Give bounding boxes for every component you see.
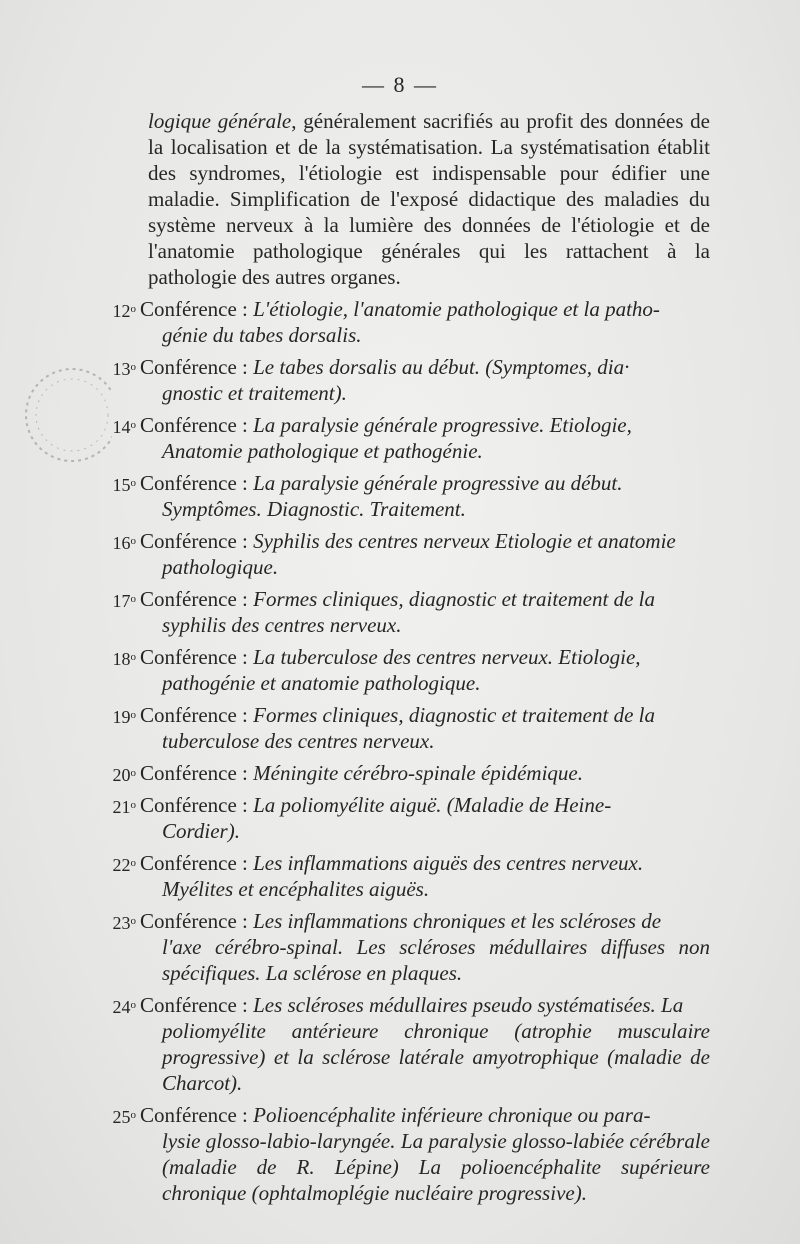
- conference-title-continued: génie du tabes dorsalis.: [162, 323, 362, 347]
- conference-number: 17$^o$: [112, 591, 136, 611]
- conference-title-continued: poliomyélite antérieure chronique (atrophie musculaire progressive) et la sclérose latérale amyotrophique (maladie de Charcot).: [162, 1019, 710, 1095]
- conference-entry: [112, 296, 710, 348]
- conference-title-continued: tuberculose des centres nerveux.: [162, 729, 435, 753]
- conference-entry: [112, 1102, 710, 1206]
- conference-label: Conférence :: [140, 851, 254, 875]
- conference-entry: [112, 586, 710, 638]
- conference-title: Les scléroses médullaires pseudo systématisées. La: [253, 993, 684, 1017]
- conference-label: Conférence :: [140, 761, 254, 785]
- conference-number: 18$^o$: [112, 649, 136, 669]
- conference-label: Conférence :: [140, 793, 254, 817]
- conference-entry: [112, 702, 710, 754]
- conference-entry: [112, 644, 710, 696]
- conference-title: La poliomyélite aiguë. (Maladie de Heine-: [253, 793, 612, 817]
- conference-number: 14$^o$: [112, 417, 136, 437]
- conference-number: 24$^o$: [112, 997, 136, 1017]
- conference-title: Les inflammations aiguës des centres nerveux.: [253, 851, 644, 875]
- conference-title-continued: syphilis des centres nerveux.: [162, 613, 402, 637]
- intro-italic: logique générale: [148, 109, 292, 133]
- conference-title-continued: Myélites et encéphalites aiguës.: [162, 877, 430, 901]
- conference-number: 16$^o$: [112, 533, 136, 553]
- conference-title-continued: pathogénie et anatomie pathologique.: [162, 671, 481, 695]
- conference-entry: [112, 528, 710, 580]
- conference-title: La tuberculose des centres nerveux. Etiologie,: [253, 645, 641, 669]
- conference-number: 19$^o$: [112, 707, 136, 727]
- conference-number: 25$^o$: [112, 1107, 136, 1127]
- conference-title: Syphilis des centres nerveux Etiologie et anatomie: [253, 529, 676, 553]
- conference-title-continued: l'axe cérébro-spinal. Les scléroses médullaires diffuses non spécifiques. La sclérose en plaques.: [162, 935, 710, 985]
- page-number: — 8 —: [362, 72, 438, 97]
- conference-title: Polioencéphalite inférieure chronique ou para-: [253, 1103, 651, 1127]
- conference-title: L'étiologie, l'anatomie pathologique et la patho-: [253, 297, 660, 321]
- conference-label: Conférence :: [140, 703, 254, 727]
- conference-entry: [112, 792, 710, 844]
- intro-paragraph: [140, 108, 710, 290]
- conference-entry: [112, 850, 710, 902]
- conference-title: Méningite cérébro-spinale épidémique.: [253, 761, 583, 785]
- conference-title-continued: Symptômes. Diagnostic. Traitement.: [162, 497, 466, 521]
- conference-entry: [112, 354, 710, 406]
- conference-label: Conférence :: [140, 355, 254, 379]
- conference-label: Conférence :: [140, 297, 254, 321]
- conference-label: Conférence :: [140, 1103, 254, 1127]
- conference-entry: [112, 760, 710, 786]
- conference-number: 21$^o$: [112, 797, 136, 817]
- conference-number: 12$^o$: [112, 301, 136, 321]
- conference-entry: [112, 908, 710, 986]
- conference-title: La paralysie générale progressive. Etiologie,: [253, 413, 632, 437]
- conference-title-continued: Cordier).: [162, 819, 240, 843]
- intro-text: , généralement sacrifiés au profit des données de la localisation et de la systématisation. La systématisation établit des syndromes, l'étiologie est indispensable pour édifier une maladie. Simplification de l'exposé didactique des maladies du système nerveux à la lumière des données de l'étiologie et de l'anatomie pathologique générales qui les rattachent à la pathologie des autres organes.: [148, 109, 710, 289]
- conference-number: 15$^o$: [112, 475, 136, 495]
- conference-title-continued: lysie glosso-labio-laryngée. La paralysie glosso-labiée cérébrale (maladie de R. Lépine) La polioencéphalite supérieure chronique (ophtalmoplégie nucléaire progressive).: [162, 1129, 710, 1205]
- conference-title-continued: pathologique.: [162, 555, 279, 579]
- conference-title: La paralysie générale progressive au début.: [253, 471, 623, 495]
- conference-title-continued: gnostic et traitement).: [162, 381, 347, 405]
- text-block: [112, 108, 710, 1206]
- conference-label: Conférence :: [140, 471, 254, 495]
- conference-number: 22$^o$: [112, 855, 136, 875]
- conference-entry: [112, 992, 710, 1096]
- conference-label: Conférence :: [140, 413, 254, 437]
- conference-label: Conférence :: [140, 645, 254, 669]
- conference-label: Conférence :: [140, 993, 254, 1017]
- conference-number: 23$^o$: [112, 913, 136, 933]
- conference-title: Les inflammations chroniques et les scléroses de: [253, 909, 662, 933]
- conference-title-continued: Anatomie pathologique et pathogénie.: [162, 439, 483, 463]
- conference-number: 13$^o$: [112, 359, 136, 379]
- conference-entry: [112, 470, 710, 522]
- conference-title: Formes cliniques, diagnostic et traitement de la: [253, 703, 655, 727]
- conference-label: Conférence :: [140, 529, 254, 553]
- conference-label: Conférence :: [140, 909, 254, 933]
- conference-entry: [112, 412, 710, 464]
- conference-label: Conférence :: [140, 587, 254, 611]
- conference-title: Le tabes dorsalis au début. (Symptomes, dia·: [253, 355, 630, 379]
- conference-list: [112, 296, 710, 1206]
- conference-number: 20$^o$: [112, 765, 136, 785]
- conference-title: Formes cliniques, diagnostic et traitement de la: [253, 587, 655, 611]
